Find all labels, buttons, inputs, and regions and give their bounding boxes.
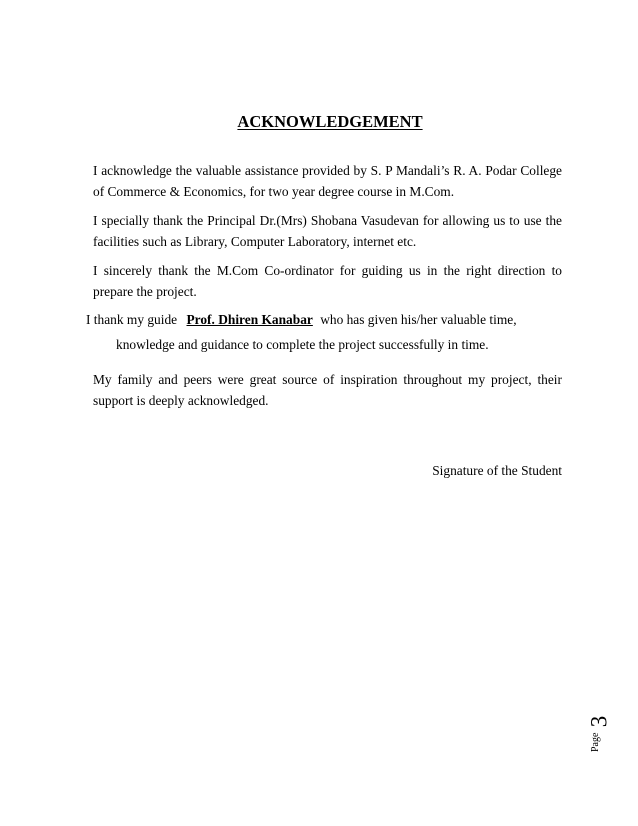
guide-name: Prof. Dhiren Kanabar (186, 312, 313, 327)
signature-label: Signature of the Student (432, 463, 562, 478)
page-label: Page (590, 732, 601, 752)
guide-suffix: who has given his/her valuable time, (320, 312, 517, 327)
page-number (586, 706, 616, 754)
page-digit: 3 (586, 715, 612, 728)
guide-prefix: I thank my guide (86, 312, 178, 327)
paragraph-institution: I acknowledge the valuable assistance provided by S. P Mandali’s R. A. Podar College of Commerce & Economics, for two year degree course in M.Com. (93, 163, 562, 199)
page-title: ACKNOWLEDGEMENT (237, 112, 423, 131)
paragraph-family: My family and peers were great source of inspiration throughout my project, their support is deeply acknowledged. (93, 372, 562, 408)
paragraph-guide (86, 309, 562, 355)
paragraph-coordinator: I sincerely thank the M.Com Co-ordinator for guiding us in the right direction to prepare the project. (93, 263, 562, 299)
paragraph-principal: I specially thank the Principal Dr.(Mrs) Shobana Vasudevan for allowing us to use the facilities such as Library, Computer Laboratory, internet etc. (93, 213, 562, 249)
guide-line-2: knowledge and guidance to complete the project successfully in time. (116, 337, 489, 352)
